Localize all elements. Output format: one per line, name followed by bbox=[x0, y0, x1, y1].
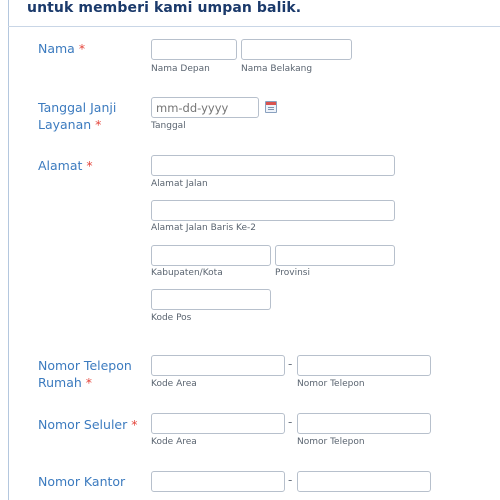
phone-dash: - bbox=[288, 415, 293, 429]
last-name-input[interactable] bbox=[241, 39, 352, 60]
date-input[interactable] bbox=[151, 97, 259, 118]
label-tanggal-line2: Layanan bbox=[38, 117, 92, 132]
city-input[interactable] bbox=[151, 245, 271, 266]
label-tanggal bbox=[38, 99, 116, 133]
mobile-number-input[interactable] bbox=[297, 413, 431, 434]
calendar-icon[interactable] bbox=[265, 101, 277, 113]
label-alamat-text: Alamat bbox=[38, 158, 83, 173]
office-number-input[interactable] bbox=[297, 471, 431, 492]
label-nama bbox=[38, 40, 85, 57]
header-divider bbox=[8, 26, 500, 27]
postal-code-sublabel: Kode Pos bbox=[151, 313, 192, 323]
province-input[interactable] bbox=[275, 245, 395, 266]
home-area-code-input[interactable] bbox=[151, 355, 285, 376]
required-marker: * bbox=[95, 117, 102, 132]
label-tanggal-line1: Tanggal Janji bbox=[38, 100, 117, 115]
label-mobile-text: Nomor Seluler bbox=[38, 417, 128, 432]
date-sublabel: Tanggal bbox=[151, 121, 186, 131]
required-marker: * bbox=[78, 41, 86, 56]
form-description: untuk memberi kami umpan balik. bbox=[27, 0, 302, 16]
label-home-phone bbox=[38, 357, 132, 391]
last-name-sublabel: Nama Belakang bbox=[241, 64, 313, 74]
label-home-phone-line2: Rumah bbox=[38, 375, 82, 390]
required-marker: * bbox=[85, 375, 93, 390]
label-home-phone-line1: Nomor Telepon bbox=[38, 358, 132, 373]
mobile-number-sublabel: Nomor Telepon bbox=[297, 437, 365, 447]
province-sublabel: Provinsi bbox=[275, 268, 310, 278]
street-address-line2-input[interactable] bbox=[151, 200, 395, 221]
postal-code-input[interactable] bbox=[151, 289, 271, 310]
first-name-sublabel: Nama Depan bbox=[151, 64, 210, 74]
phone-dash: - bbox=[288, 473, 293, 487]
home-phone-number-sublabel: Nomor Telepon bbox=[297, 379, 365, 389]
phone-dash: - bbox=[288, 357, 293, 371]
label-mobile bbox=[38, 416, 138, 433]
home-phone-number-input[interactable] bbox=[297, 355, 431, 376]
required-marker: * bbox=[131, 417, 138, 432]
mobile-area-code-input[interactable] bbox=[151, 413, 285, 434]
city-sublabel: Kabupaten/Kota bbox=[151, 268, 223, 278]
office-area-code-input[interactable] bbox=[151, 471, 285, 492]
label-office-text: Nomor Kantor bbox=[38, 474, 126, 489]
label-alamat bbox=[38, 157, 93, 174]
required-marker: * bbox=[86, 158, 93, 173]
home-area-code-sublabel: Kode Area bbox=[151, 379, 197, 389]
first-name-input[interactable] bbox=[151, 39, 237, 60]
label-office bbox=[38, 473, 125, 490]
mobile-area-code-sublabel: Kode Area bbox=[151, 437, 197, 447]
street-address-input[interactable] bbox=[151, 155, 395, 176]
street-address-line2-sublabel: Alamat Jalan Baris Ke-2 bbox=[151, 223, 256, 233]
street-address-sublabel: Alamat Jalan bbox=[151, 179, 208, 189]
label-nama-text: Nama bbox=[38, 41, 75, 56]
